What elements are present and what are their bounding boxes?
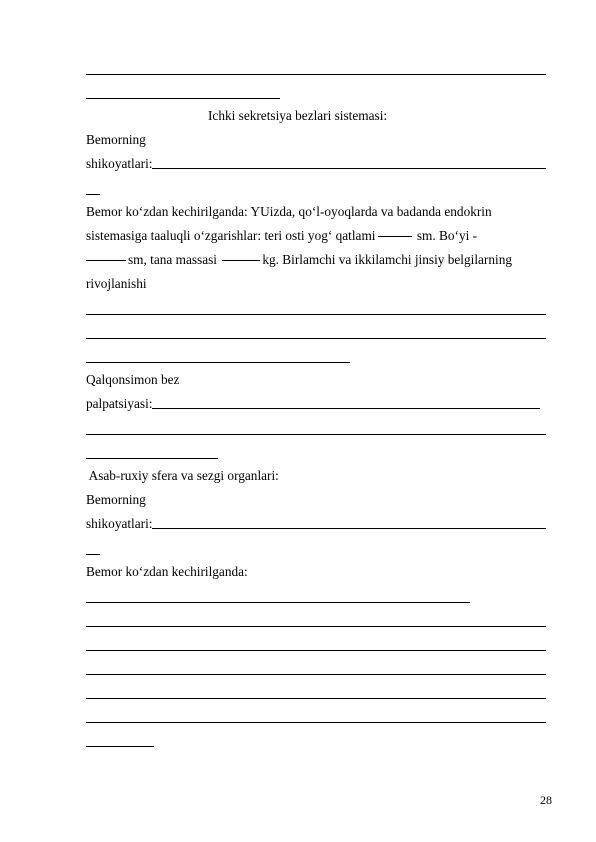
- form-page: [86, 56, 546, 752]
- answer-line[interactable]: [86, 536, 546, 560]
- answer-line[interactable]: [86, 296, 546, 320]
- exam-text-line: Bemor ko‘zdan kechirilganda: YUizda, qo‘l-oyoqlarda va badanda endokrin: [86, 204, 492, 219]
- answer-line[interactable]: [86, 728, 546, 752]
- page-number: 28: [540, 793, 552, 807]
- thyroid-palpation-field[interactable]: palpatsiyasi:: [86, 392, 546, 416]
- answer-line[interactable]: [86, 416, 546, 440]
- thyroid-label-line: Qalqonsimon bez: [86, 372, 180, 387]
- complaints-label-line: Bemorning: [86, 132, 146, 147]
- section-heading-neuro: [86, 464, 546, 488]
- complaints-field[interactable]: shikoyatlari:: [86, 512, 546, 536]
- answer-line[interactable]: [86, 608, 546, 632]
- answer-line[interactable]: [86, 440, 546, 464]
- exam-label-line: Bemor ko‘zdan kechirilganda:: [86, 564, 248, 579]
- answer-line[interactable]: [86, 656, 546, 680]
- height-blank[interactable]: [86, 260, 126, 261]
- answer-line[interactable]: [86, 80, 546, 104]
- fat-layer-blank[interactable]: [378, 236, 412, 237]
- section-title: Ichki sekretsiya bezlari sistemasi:: [208, 108, 388, 123]
- answer-line[interactable]: [86, 320, 546, 344]
- answer-line[interactable]: [86, 704, 546, 728]
- section-heading-endocrine: [86, 104, 546, 128]
- answer-line[interactable]: [86, 584, 546, 608]
- weight-blank[interactable]: [222, 260, 260, 261]
- answer-line[interactable]: [86, 56, 546, 80]
- section-title: Asab-ruxiy sfera va sezgi organlari:: [86, 468, 279, 483]
- exam-text-line[interactable]: sistemasiga taaluqli o‘zgarishlar: teri osti yog‘ qatlami sm. Bo‘yi -: [86, 228, 478, 243]
- answer-line[interactable]: [86, 632, 546, 656]
- complaints-field[interactable]: shikoyatlari:: [86, 152, 546, 176]
- answer-line[interactable]: [86, 344, 546, 368]
- exam-text-line[interactable]: sm, tana massasi kg. Birlamchi va ikkilamchi jinsiy belgilarning: [86, 248, 546, 272]
- exam-text-line: rivojlanishi: [86, 276, 147, 291]
- answer-line[interactable]: [86, 680, 546, 704]
- answer-line[interactable]: [86, 176, 546, 200]
- complaints-label-line: Bemorning: [86, 492, 146, 507]
